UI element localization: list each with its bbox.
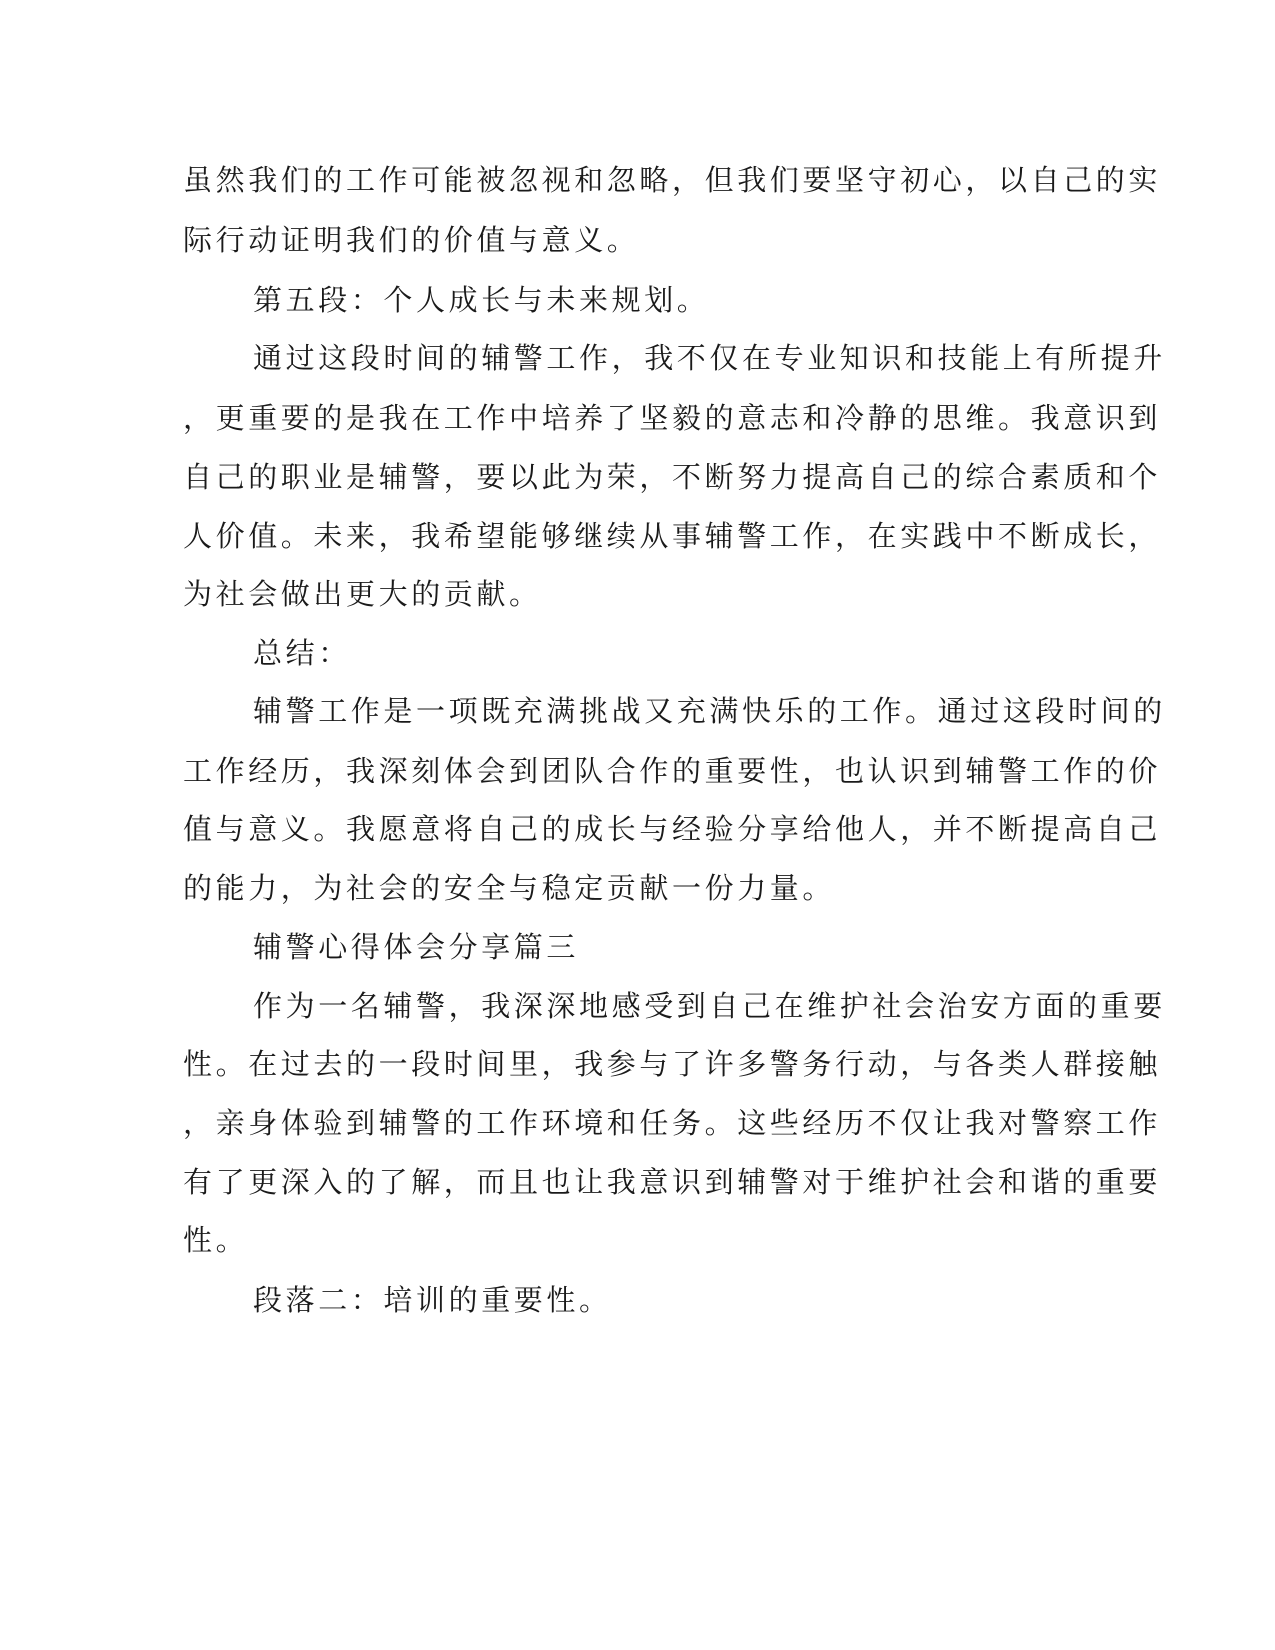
paragraph-line: 性。在过去的一段时间里，我参与了许多警务行动，与各类人群接触 xyxy=(183,1047,1162,1081)
paragraph-line: 通过这段时间的辅警工作，我不仅在专业知识和技能上有所提升 xyxy=(253,341,1166,375)
paragraph-line: 性。 xyxy=(183,1223,249,1257)
paragraph-line: 为社会做出更大的贡献。 xyxy=(183,577,542,611)
paragraph-line: ，亲身体验到辅警的工作环境和任务。这些经历不仅让我对警察工作 xyxy=(183,1106,1162,1140)
article-title: 辅警心得体会分享篇三 xyxy=(253,930,580,964)
paragraph-line: 辅警工作是一项既充满挑战又充满快乐的工作。通过这段时间的 xyxy=(253,694,1166,728)
section-heading: 第五段：个人成长与未来规划。 xyxy=(253,283,710,317)
paragraph-line: 工作经历，我深刻体会到团队合作的重要性，也认识到辅警工作的价 xyxy=(183,754,1162,788)
paragraph-line: 人价值。未来，我希望能够继续从事辅警工作，在实践中不断成长， xyxy=(183,519,1162,553)
section-heading: 总结： xyxy=(253,636,351,670)
paragraph-line: 自己的职业是辅警，要以此为荣，不断努力提高自己的综合素质和个 xyxy=(183,460,1162,494)
paragraph-line: 的能力，为社会的安全与稳定贡献一份力量。 xyxy=(183,871,836,905)
paragraph-line: 际行动证明我们的价值与意义。 xyxy=(183,223,640,257)
paragraph-line: 虽然我们的工作可能被忽视和忽略，但我们要坚守初心，以自己的实 xyxy=(183,163,1162,197)
paragraph-line: 有了更深入的了解，而且也让我意识到辅警对于维护社会和谐的重要 xyxy=(183,1165,1162,1199)
section-heading: 段落二：培训的重要性。 xyxy=(253,1283,612,1317)
paragraph-line: 值与意义。我愿意将自己的成长与经验分享给他人，并不断提高自己 xyxy=(183,812,1162,846)
paragraph-line: ，更重要的是我在工作中培养了坚毅的意志和冷静的思维。我意识到 xyxy=(183,401,1162,435)
paragraph-line: 作为一名辅警，我深深地感受到自己在维护社会治安方面的重要 xyxy=(253,989,1166,1023)
